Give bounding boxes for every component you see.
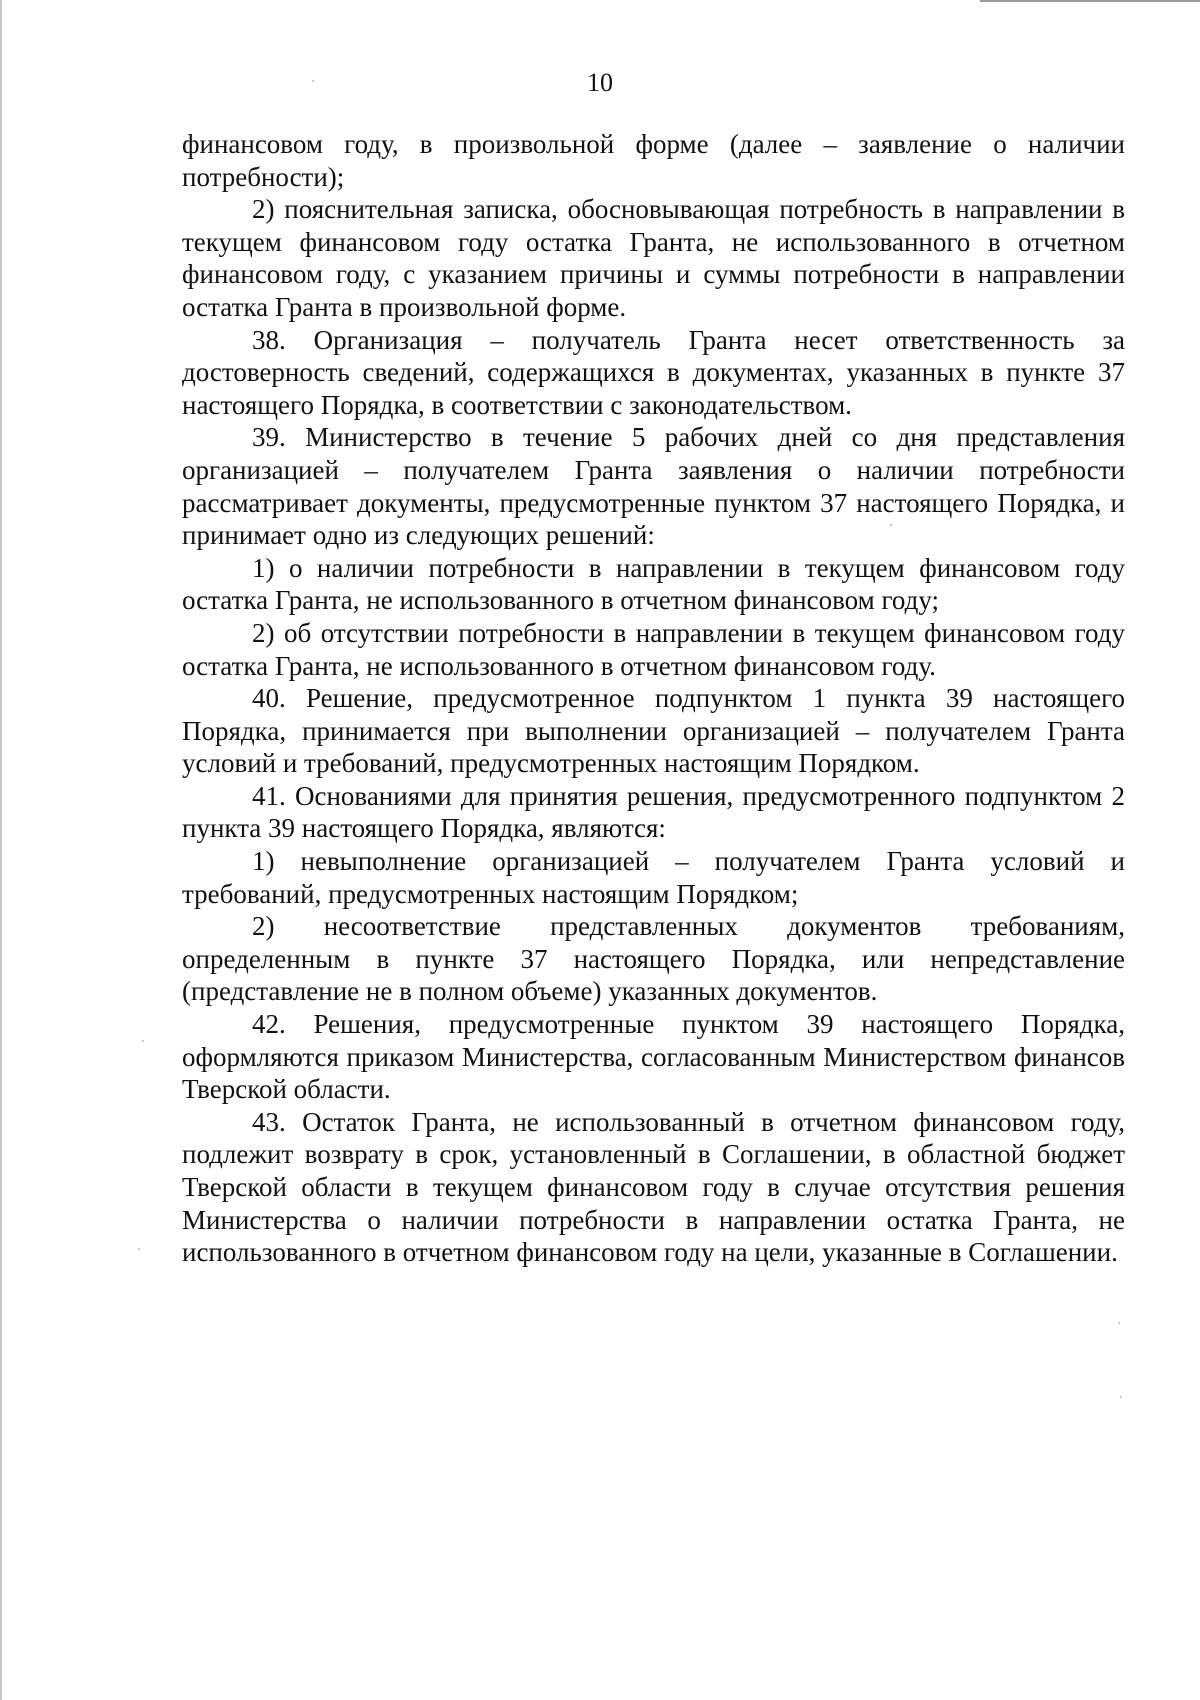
paragraph-continuation: финансовом году, в произвольной форме (далее – заявление о наличии потребности); — [182, 129, 1125, 192]
paragraph-39: 39. Министерство в течение 5 рабочих дней со дня представления организацией – получателем Гранта заявления о наличии потребности рассматривает документы, предусмотренные пунктом 37 настоящего Порядка, и принимает одно из следующих решений: — [182, 422, 1125, 551]
scan-top-edge — [980, 0, 1200, 2]
scan-speck — [1120, 1396, 1122, 1398]
paragraph-41-item-1: 1) невыполнение организацией – получателем Гранта условий и требований, предусмотренных настоящим Порядком; — [182, 846, 1125, 909]
document-body — [182, 128, 1125, 1269]
paragraph-43: 43. Остаток Гранта, не использованный в отчетном финансовом году, подлежит возврату в срок, установленный в Соглашении, в областной бюджет Тверской области в текущем финансовом году в случае отсутствия решения Министерства о наличии потребности в направлении остатка Гранта, не использованного в отчетном финансовом году на цели, указанные в Соглашении. — [182, 1106, 1125, 1268]
scan-speck — [142, 1040, 144, 1042]
paragraph-41: 41. Основаниями для принятия решения, предусмотренного подпунктом 2 пункта 39 настоящего Порядка, являются: — [182, 780, 1125, 844]
scan-speck — [138, 1248, 140, 1250]
paragraph-39-item-1: 1) о наличии потребности в направлении в текущем финансовом году остатка Гранта, не использованного в отчетном финансовом году; — [182, 552, 1125, 616]
paragraph-41-item-2: 2) несоответствие представленных документов требованиям, определенным в пункте 37 настоящего Порядка, или непредставление (представление не в полном объеме) указанных документов. — [182, 911, 1125, 1007]
page-number: 10 — [587, 68, 613, 97]
paragraph-39-item-2: 2) об отсутствии потребности в направлении в текущем финансовом году остатка Гранта, не использованного в отчетном финансовом году. — [182, 617, 1125, 681]
scan-left-edge — [0, 0, 2, 1700]
paragraph-42: 42. Решения, предусмотренные пунктом 39 настоящего Порядка, оформляются приказом Министерства, согласованным Министерством финансов Тверской области. — [182, 1009, 1125, 1105]
paragraph-40: 40. Решение, предусмотренное подпунктом 1 пункта 39 настоящего Порядка, принимается при выполнении организацией – получателем Гранта условий и требований, предусмотренных настоящим Порядком. — [182, 683, 1125, 779]
scan-speck — [1118, 1322, 1120, 1324]
paragraph-item-2-explanatory-note: 2) пояснительная записка, обосновывающая потребность в направлении в текущем финансовом году остатка Гранта, не использованного в отчетном финансовом году, с указанием причины и суммы потребности в направлении остатка Гранта в произвольной форме. — [182, 194, 1125, 322]
paragraph-38: 38. Организация – получатель Гранта несет ответственность за достоверность сведений, содержащихся в документах, указанных в пункте 37 настоящего Порядка, в соответствии с законодательством. — [182, 324, 1125, 420]
